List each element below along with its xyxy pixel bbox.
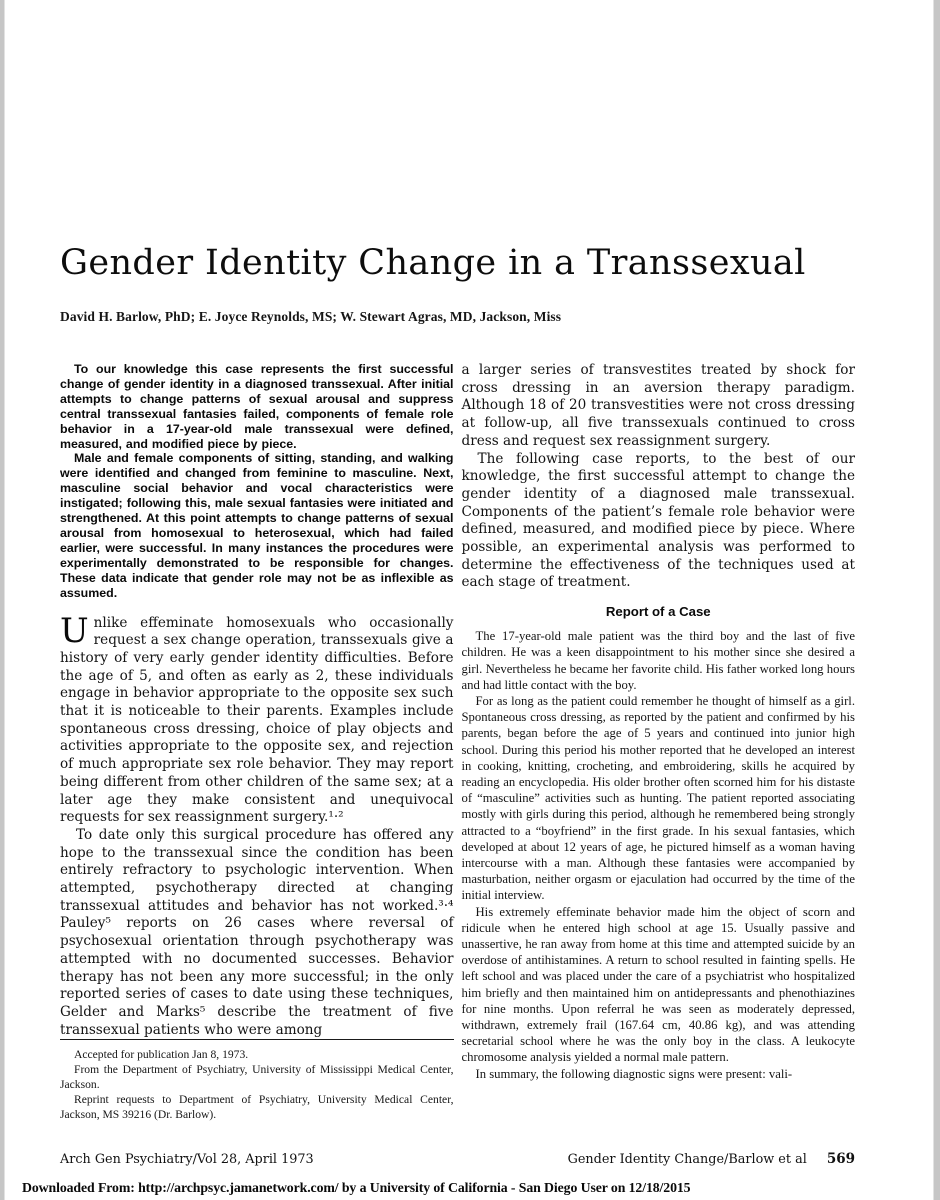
footnote-block	[60, 1039, 454, 1144]
case-paragraph: For as long as the patient could remember he thought of himself as a girl. Spontaneous cross dressing, as reported by the patient and confirmed by his parents, began before the age of 5 years and continued into junior high school. During this period his mother reported that he developed an interest in cooking, knitting, crocheting, and embroidering, skills he acquired by reading an encyclopedia. His older brother often scorned him for his distaste of “masculine” activities such as hunting. The patient reported associating mostly with girls during this period, although he remembered being strongly attracted to a “boyfriend” in the first grade. In his sexual fantasies, which developed at about 12 years of age, he pictured himself as a woman having intercourse with a man. Although these fantasies were accompanied by masturbation, neither orgasm or ejaculation had occurred by the time of the initial interview.	[461, 693, 855, 903]
download-notice: Downloaded From: http://archpsyc.jamanetwork.com/ by a University of California - San Diego User on 12/18/2015	[22, 1180, 691, 1195]
body-paragraph-continuation: a larger series of transvestites treated by shock for cross dressing in an aversion therapy paradigm. Although 18 of 20 transvestities were not cross dressing at follow-up, all five transsexuals continued to cross dress and request sex reassignment surgery.	[461, 362, 855, 449]
intro-paragraph: To date only this surgical procedure has offered any hope to the transsexual since the condition has been entirely refractory to psychologic intervention. When attempted, psychotherapy directed at changing transsexual attitudes and behavior has not worked.³·⁴ Pauley⁵ reports on 26 cases where reversal of psychosexual orientation through psychotherapy was attempted with no documented successes. Behavior therapy has not been any more successful; in the only reported series of cases to date using these techniques, Gelder and Marks⁵ describe the treatment of five transsexual patients who were among	[60, 826, 454, 1038]
article-byline: David H. Barlow, PhD; E. Joyce Reynolds, MS; W. Stewart Agras, MD, Jackson, Miss	[60, 309, 562, 324]
two-column-body	[60, 362, 855, 1144]
left-column	[60, 362, 454, 1144]
scan-edge-right	[933, 0, 940, 1200]
page-number: 569	[826, 1151, 855, 1167]
section-heading-report-of-a-case: Report of a Case	[605, 604, 711, 620]
case-paragraph: His extremely effeminate behavior made him the object of scorn and ridicule when he entered high school at age 15. Usually passive and unassertive, he ran away from home at this time and attempted suicide by an overdose of antihistamines. A return to school resulted in fainting spells. He left school and was placed under the care of a psychiatrist who hospitalized him briefly and then maintained him on antidepressants and phenothiazines for nine months. Upon referral he was seen as moderately depressed, withdrawn, extremely frail (167.64 cm, 40.86 kg), and was attending secretarial school where he was the only boy in the class. A leukocyte chromosome analysis yielded a normal male pattern.	[461, 904, 855, 1065]
drop-cap: U	[60, 610, 89, 651]
footnote-rule	[60, 1039, 454, 1040]
body-paragraph: The following case reports, to the best of our knowledge, the first successful attempt to change the gender identity of a diagnosed male transsexual. Components of the patient’s female role behavior were defined, measured, and modified piece by piece. Where possible, an experimental analysis was performed to determine the effectiveness of the techniques used at each stage of treatment.	[461, 450, 855, 591]
right-column	[462, 362, 856, 1144]
scan-edge-left	[0, 0, 5, 1200]
case-paragraph: The 17-year-old male patient was the third boy and the last of five children. He was a keen disappointment to his mother since she desired a girl. Nevertheless he became her favorite child. His father worked long hours and had little contact with the boy.	[461, 629, 855, 692]
running-title: Gender Identity Change/Barlow et al	[567, 1152, 807, 1167]
article-header	[60, 243, 855, 325]
footnote: From the Department of Psychiatry, University of Mississippi Medical Center, Jackson.	[60, 1063, 454, 1092]
intro-paragraph-text: nlike effeminate homosexuals who occasionally request a sex change operation, transsexuals give a history of very early gender identity difficulties. Before the age of 5, and often as early as 2, these individuals engage in behavior appropriate to the opposite sex such that it is noticeable to their parents. Examples include spontaneous cross dressing, choice of play objects and activities appropriate to the opposite sex, and rejection of much appropriate sex role behavior. They may report being different from other children of the same sex; at a later age they make consistent and unequivocal requests for sex reassignment surgery.¹·²	[60, 614, 454, 826]
abstract-paragraph: Male and female components of sitting, standing, and walking were identified and changed from feminine to masculine. Next, masculine social behavior and vocal characteristics were instigated; following this, male sexual fantasies were initiated and strengthened. At this point attempts to change patterns of sexual arousal from homosexual to heterosexual, which had failed earlier, were successful. In many instances the procedures were experimentally demonstrated to be responsible for changes. These data indicate that gender role may not be as inflexible as assumed.	[60, 451, 454, 600]
article-title: Gender Identity Change in a Transsexual	[60, 243, 806, 283]
page-footer	[60, 1151, 855, 1167]
introduction	[60, 610, 454, 1040]
journal-citation: Arch Gen Psychiatry/Vol 28, April 1973	[60, 1152, 314, 1167]
running-head	[568, 1151, 855, 1167]
intro-paragraph-dropcap	[60, 610, 454, 827]
footnote: Reprint requests to Department of Psychiatry, University Medical Center, Jackson, MS 39216 (Dr. Barlow).	[60, 1093, 454, 1122]
case-paragraph: In summary, the following diagnostic signs were present: vali-	[475, 1066, 793, 1081]
abstract	[60, 362, 454, 601]
footnote: Accepted for publication Jan 8, 1973.	[74, 1048, 249, 1062]
abstract-paragraph: To our knowledge this case represents the first successful change of gender identity in a diagnosed transsexual. After initial attempts to change patterns of sexual arousal and suppress central transsexual fantasies failed, components of female role behavior in a 17-year-old male transsexual were defined, measured, and modified piece by piece.	[60, 362, 454, 451]
